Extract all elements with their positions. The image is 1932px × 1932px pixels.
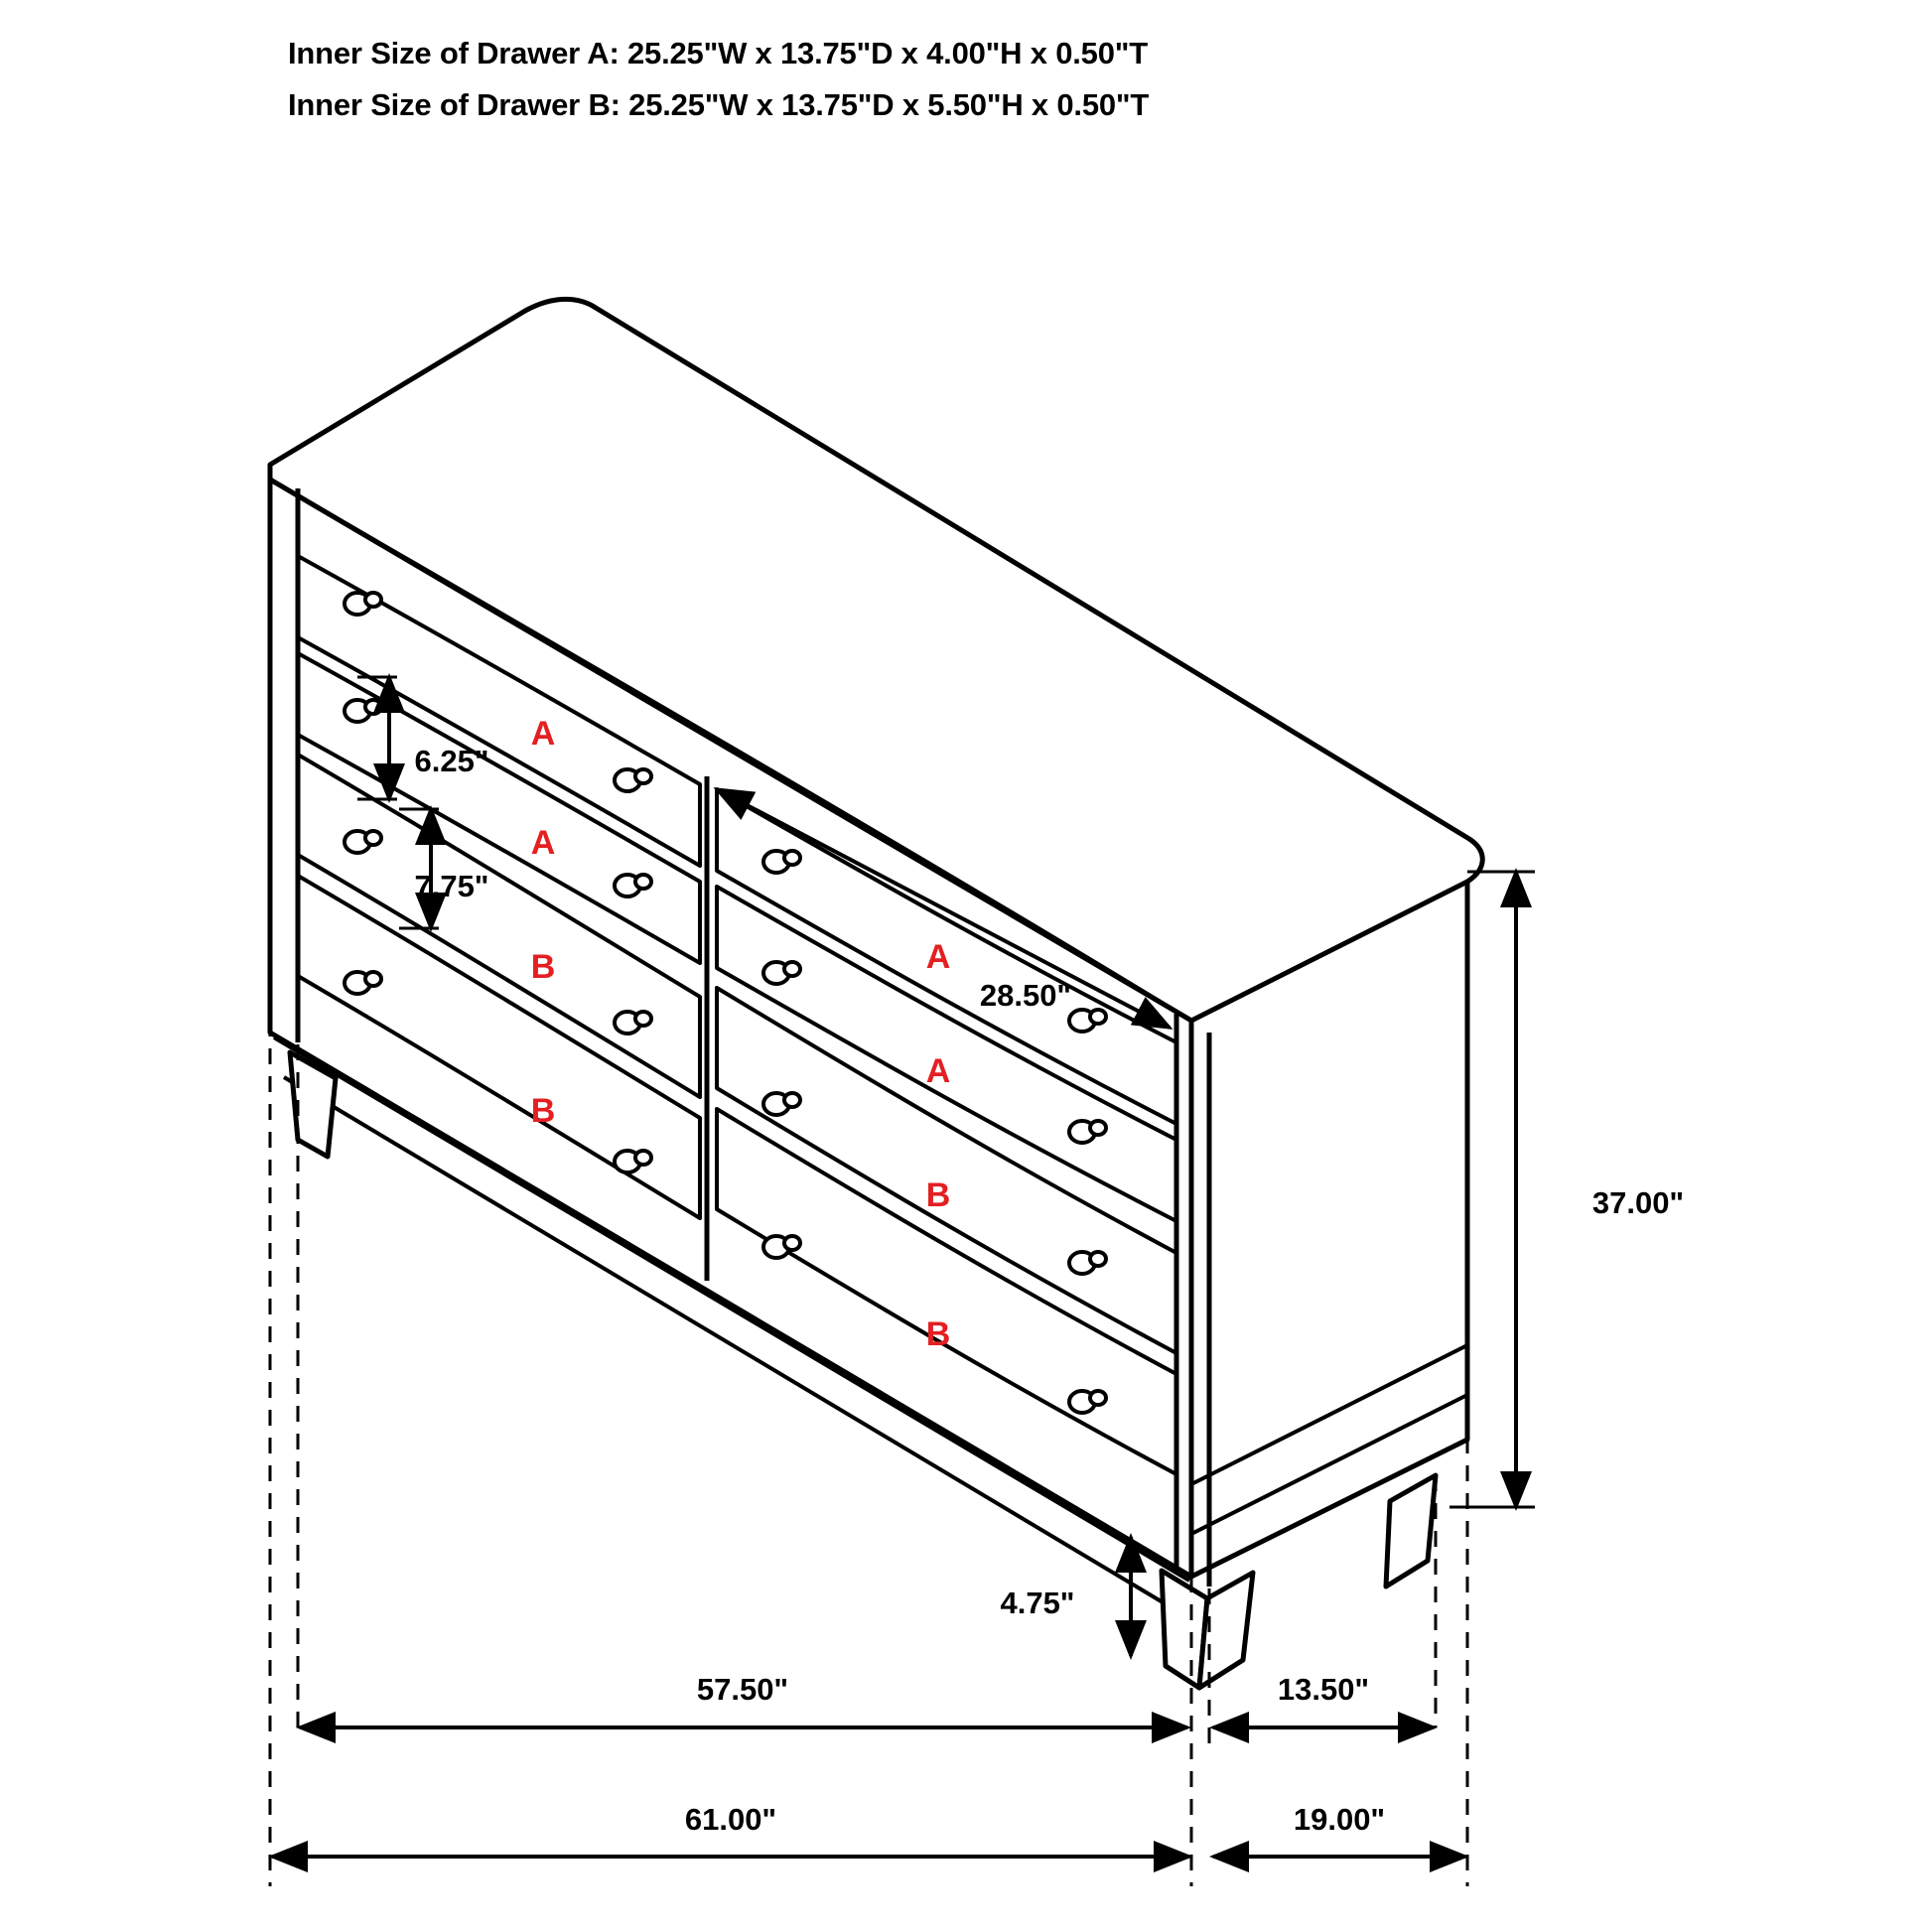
leg-side-right-front: [1199, 1573, 1253, 1688]
dim-label-drawer-b-height: 7.75": [414, 869, 489, 903]
dim-label-front-width: 28.50": [979, 978, 1072, 1013]
dresser-body: [270, 299, 1482, 1688]
left-drawer-label-2: A: [530, 824, 556, 862]
drawer-b-spec-line: Inner Size of Drawer B: 25.25"W x 13.75"D x 5.50"H x 0.50"T: [288, 87, 1150, 122]
right-drawer-label-2: A: [925, 1052, 951, 1090]
dim-label-case-depth: 13.50": [1277, 1672, 1370, 1707]
left-drawer-label-1: A: [530, 715, 556, 753]
left-drawer-label-4: B: [530, 1092, 556, 1130]
dim-label-overall-depth: 19.00": [1293, 1802, 1386, 1837]
dim-label-total-height: 37.00": [1591, 1185, 1685, 1220]
dim-label-case-width: 57.50": [696, 1672, 789, 1707]
left-drawer-label-3: B: [530, 948, 556, 986]
right-drawer-label-1: A: [925, 938, 951, 976]
drawer-a-spec-line: Inner Size of Drawer A: 25.25"W x 13.75"D x 4.00"H x 0.50"T: [288, 36, 1148, 70]
right-drawer-label-3: B: [925, 1176, 951, 1214]
leg-side-right-back: [1386, 1475, 1436, 1587]
dim-label-leg-height: 4.75": [1000, 1586, 1075, 1620]
right-drawer-label-4: B: [925, 1315, 951, 1353]
dim-label-overall-width: 61.00": [684, 1802, 777, 1837]
dim-label-drawer-a-height: 6.25": [414, 744, 489, 778]
